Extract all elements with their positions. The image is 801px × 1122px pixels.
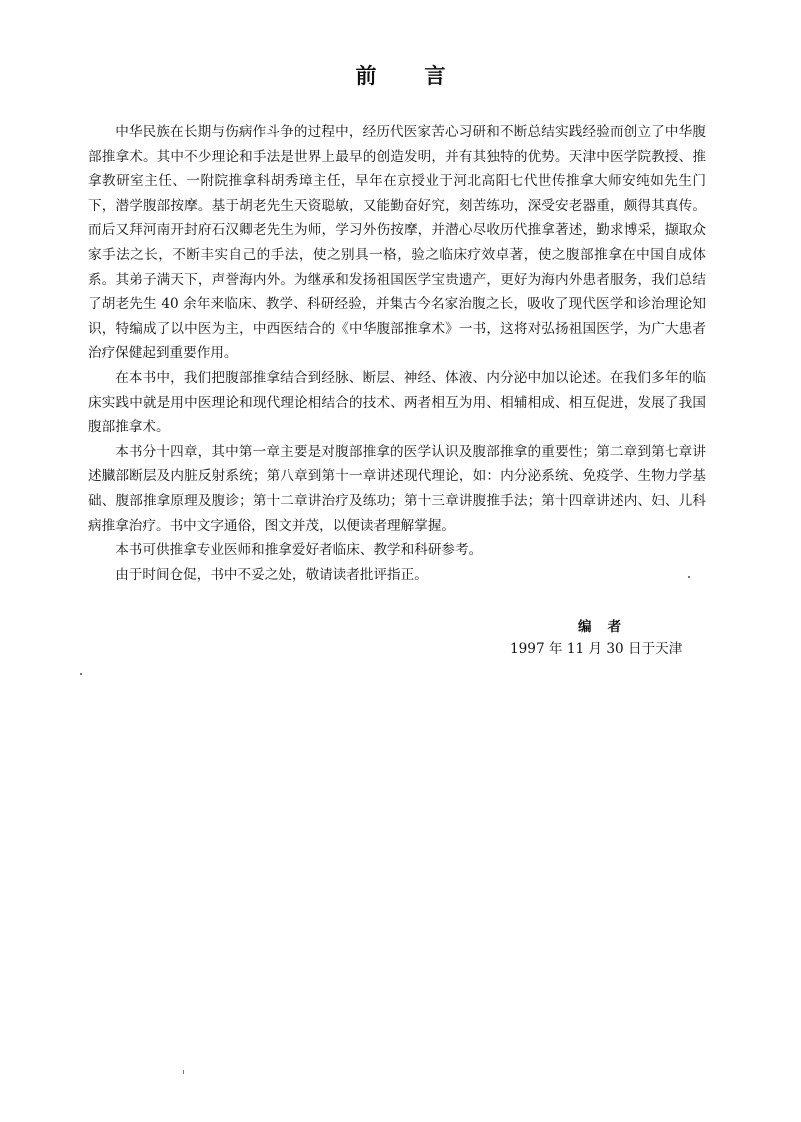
paragraph-2: 在本书中，我们把腹部推拿结合到经脉、断层、神经、体液、内分泌中加以论述。在我们多年的临床实践中就是用中医理论和现代理论相结合的技术、两者相互为用、相辅相成、相互促进，发展了我国腹部推拿术。	[88, 369, 706, 436]
author-char-2: 者	[607, 619, 622, 635]
signature-block	[480, 616, 740, 660]
paragraph-1: 中华民族在长期与伤病作斗争的过程中，经历代医家苦心习研和不断总结实践经验而创立了中华腹部推拿术。其中不少理论和手法是世界上最早的创造发明，并有其独特的优势。天津中医学院教授、推拿教研室主任、一附院推拿科胡秀璋主任，早年在京授业于河北高阳七代世传推拿大师安纯如先生门下，潜学腹部按摩。基于胡老先生天资聪敏，又能勤奋好究，刻苦练功，深受安老器重，颇得其真传。而后又拜河南开封府石汉卿老先生为师，学习外伤按摩，并潜心尽收历代推拿著述，勤求博采，撷取众家手法之长，不断丰实自己的手法，使之别具一格，验之临床疗效卓著，使之腹部推拿在中国自成体系。其弟子满天下，声誉海内外。为继承和发扬祖国医学宝贵遗产，更好为海内外患者服务，我们总结了胡老先生 40 余年来临床、教学、科研经验，并集古今名家治腹之长，吸收了现代医学和诊治理论知识，特编成了以中医为主，中西医结合的《中华腹部推拿术》一书，这将对弘扬祖国医学，为广大患者治疗保健起到重要作用。	[88, 124, 706, 362]
author-char-1: 编	[578, 619, 592, 635]
scan-speck	[80, 673, 82, 675]
scan-speck	[688, 576, 690, 578]
paragraph-5: 由于时间仓促，书中不妥之处，敬请读者批评指正。	[115, 566, 428, 583]
scan-speck	[183, 1070, 184, 1074]
title-char-2: 言	[424, 64, 446, 88]
signature-date: 1997 年 11 月 30 日于天津	[510, 641, 683, 657]
signature-author	[480, 616, 740, 638]
preface-body	[88, 120, 706, 587]
paragraph-4: 本书可供推拿专业医师和推拿爱好者临床、教学和科研参考。	[115, 542, 483, 559]
title-char-1: 前	[355, 64, 377, 88]
paragraph-3: 本书分十四章，其中第一章主要是对腹部推拿的医学认识及腹部推拿的重要性；第二章到第七章讲述臓部断层及内脏反射系统；第八章到第十一章讲述现代理论，如：内分泌系统、免疫学、生物力学基础、腹部推拿原理及腹诊；第十二章讲治疗及练功；第十三章讲腹推手法；第十四章讲述内、妇、儿科病推拿治疗。书中文字通俗，图文并茂，以便读者理解掌握。	[88, 443, 706, 534]
page-title	[0, 60, 801, 90]
